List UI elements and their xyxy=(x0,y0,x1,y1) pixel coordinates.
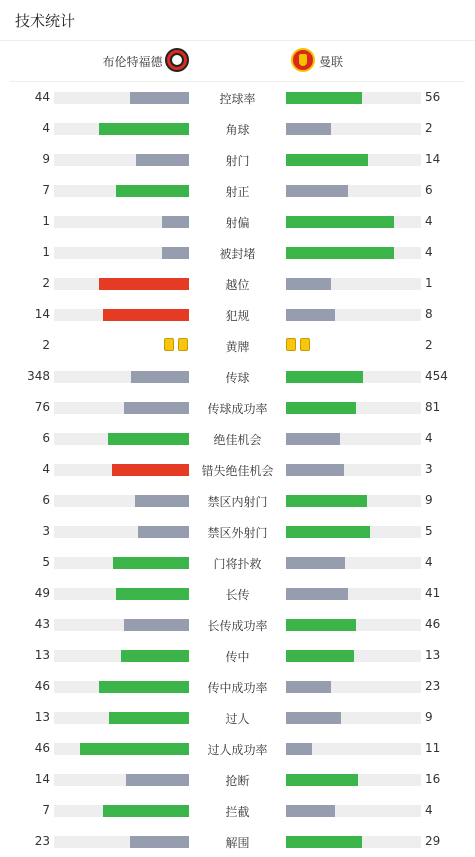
stat-row xyxy=(0,268,475,299)
away-stat-bar-fill xyxy=(286,526,370,538)
away-stat-value: 4 xyxy=(425,214,433,228)
away-stat-bar xyxy=(286,154,421,166)
stat-row xyxy=(0,82,475,113)
stat-row xyxy=(0,671,475,702)
home-stat-bar xyxy=(54,557,189,569)
home-stat-value: 1 xyxy=(42,245,50,259)
home-stat-bar-fill xyxy=(112,464,189,476)
home-stat-bar xyxy=(54,309,189,321)
home-stat-bar-fill xyxy=(162,216,189,228)
home-stat-bar xyxy=(54,371,189,383)
home-stat-bar-fill xyxy=(116,588,189,600)
away-stat-value: 23 xyxy=(425,679,441,693)
away-stat-bar xyxy=(286,836,421,848)
home-stat-bar xyxy=(54,619,189,631)
stat-row xyxy=(0,578,475,609)
stat-label: 过人 xyxy=(225,712,250,726)
stat-label: 过人成功率 xyxy=(207,743,268,757)
home-stat-bar xyxy=(54,92,189,104)
away-stat-bar xyxy=(286,588,421,600)
home-stat-bar xyxy=(54,495,189,507)
home-stat-bar-fill xyxy=(99,123,189,135)
stat-row xyxy=(0,609,475,640)
home-stat-bar-fill xyxy=(130,836,189,848)
home-stat-bar-fill xyxy=(136,154,189,166)
manchester-united-logo-icon xyxy=(291,48,315,72)
stat-label: 角球 xyxy=(225,123,250,137)
away-stat-bar-fill xyxy=(286,743,312,755)
home-stat-bar-fill xyxy=(108,433,189,445)
stat-label: 传球成功率 xyxy=(207,402,268,416)
stat-row xyxy=(0,454,475,485)
away-stat-bar xyxy=(286,464,421,476)
away-stat-bar-fill xyxy=(286,216,394,228)
stat-row xyxy=(0,206,475,237)
yellow-card-icon xyxy=(286,338,296,351)
away-stat-value: 41 xyxy=(425,586,441,600)
home-stat-value: 43 xyxy=(34,617,50,631)
away-stat-value: 4 xyxy=(425,431,433,445)
away-stat-bar-fill xyxy=(286,619,356,631)
away-stat-bar xyxy=(286,495,421,507)
home-stat-bar xyxy=(54,650,189,662)
stat-row xyxy=(0,640,475,671)
away-stat-bar-fill xyxy=(286,123,331,135)
home-stat-value: 14 xyxy=(34,307,50,321)
home-stat-bar-fill xyxy=(103,309,189,321)
away-stat-bar-fill xyxy=(286,836,362,848)
away-stat-bar xyxy=(286,712,421,724)
stat-row xyxy=(0,423,475,454)
home-stat-value: 6 xyxy=(42,431,50,445)
away-stat-bar xyxy=(286,123,421,135)
home-stat-bar-fill xyxy=(99,681,189,693)
away-stat-bar xyxy=(286,526,421,538)
away-stat-bar xyxy=(286,247,421,259)
away-stat-bar xyxy=(286,681,421,693)
stat-row xyxy=(0,392,475,423)
away-stat-value: 3 xyxy=(425,462,433,476)
stats-list xyxy=(0,82,475,857)
home-stat-bar-fill xyxy=(99,278,189,290)
home-stat-bar xyxy=(54,216,189,228)
stat-label: 绝佳机会 xyxy=(213,433,262,447)
home-stat-bar xyxy=(54,402,189,414)
home-stat-bar-fill xyxy=(130,92,189,104)
away-stat-value: 1 xyxy=(425,276,433,290)
away-stat-bar-fill xyxy=(286,371,363,383)
away-stat-bar-fill xyxy=(286,464,344,476)
away-stat-value: 2 xyxy=(425,338,433,352)
away-stat-value: 29 xyxy=(425,834,441,848)
away-stat-bar-fill xyxy=(286,185,348,197)
stat-label: 长传 xyxy=(225,588,250,602)
stat-row xyxy=(0,237,475,268)
away-stat-value: 56 xyxy=(425,90,441,104)
home-stat-bar xyxy=(54,526,189,538)
away-stat-value: 9 xyxy=(425,493,433,507)
stats-header xyxy=(0,0,475,41)
home-stat-value: 5 xyxy=(42,555,50,569)
home-stat-bar-fill xyxy=(124,619,189,631)
stat-label: 传中成功率 xyxy=(207,681,268,695)
stat-row xyxy=(0,330,475,361)
home-stat-value: 4 xyxy=(42,121,50,135)
home-stat-bar xyxy=(54,185,189,197)
home-stat-bar-fill xyxy=(113,557,189,569)
home-stat-bar xyxy=(54,588,189,600)
away-stat-bar xyxy=(286,805,421,817)
away-stat-bar-fill xyxy=(286,433,340,445)
away-stat-bar-fill xyxy=(286,309,335,321)
home-stat-value: 14 xyxy=(34,772,50,786)
stat-label: 被封堵 xyxy=(219,247,256,261)
home-stat-bar xyxy=(54,712,189,724)
away-stat-value: 8 xyxy=(425,307,433,321)
stat-label: 长传成功率 xyxy=(207,619,268,633)
home-stat-value: 7 xyxy=(42,803,50,817)
home-stat-bar-fill xyxy=(131,371,189,383)
home-stat-bar xyxy=(54,123,189,135)
home-stat-value: 49 xyxy=(34,586,50,600)
stat-label: 解围 xyxy=(225,836,250,850)
away-stat-bar-fill xyxy=(286,247,394,259)
home-stat-value: 23 xyxy=(34,834,50,848)
home-stat-bar xyxy=(54,805,189,817)
home-stat-bar-fill xyxy=(138,526,189,538)
stat-label: 门将扑救 xyxy=(213,557,262,571)
home-stat-bar xyxy=(54,247,189,259)
away-stat-value: 9 xyxy=(425,710,433,724)
stat-label: 拦截 xyxy=(225,805,250,819)
away-stat-bar xyxy=(286,557,421,569)
home-stat-bar xyxy=(54,774,189,786)
away-stat-value: 11 xyxy=(425,741,441,755)
stat-label: 错失绝佳机会 xyxy=(201,464,274,478)
away-stat-bar-fill xyxy=(286,402,356,414)
home-stat-value: 2 xyxy=(42,338,50,352)
away-yellow-cards xyxy=(286,338,310,352)
home-stat-value: 9 xyxy=(42,152,50,166)
away-stat-value: 46 xyxy=(425,617,441,631)
home-stat-value: 1 xyxy=(42,214,50,228)
home-yellow-cards xyxy=(164,338,188,352)
away-stat-value: 4 xyxy=(425,555,433,569)
stat-row xyxy=(0,299,475,330)
home-stat-bar-fill xyxy=(109,712,189,724)
away-stat-value: 2 xyxy=(425,121,433,135)
stat-row xyxy=(0,795,475,826)
home-stat-bar-fill xyxy=(135,495,189,507)
stat-label: 犯规 xyxy=(225,309,250,323)
yellow-card-icon xyxy=(300,338,310,351)
away-team-name: 曼联 xyxy=(319,55,344,69)
away-stat-bar-fill xyxy=(286,681,331,693)
away-stat-bar-fill xyxy=(286,92,362,104)
home-stat-bar xyxy=(54,743,189,755)
home-stat-bar-fill xyxy=(162,247,189,259)
home-stat-bar-fill xyxy=(103,805,189,817)
home-stat-bar-fill xyxy=(116,185,189,197)
home-stat-value: 2 xyxy=(42,276,50,290)
home-stat-value: 46 xyxy=(34,741,50,755)
away-stat-bar xyxy=(286,185,421,197)
home-stat-bar xyxy=(54,681,189,693)
away-stat-bar-fill xyxy=(286,805,335,817)
away-stat-value: 4 xyxy=(425,803,433,817)
stat-label: 射偏 xyxy=(225,216,250,230)
stat-label: 射门 xyxy=(225,154,250,168)
stat-label: 控球率 xyxy=(219,92,256,106)
away-stat-bar-fill xyxy=(286,588,348,600)
home-stat-bar xyxy=(54,154,189,166)
away-stat-bar xyxy=(286,433,421,445)
yellow-card-icon xyxy=(178,338,188,351)
away-stat-bar xyxy=(286,371,421,383)
home-stat-bar xyxy=(54,278,189,290)
away-stat-value: 16 xyxy=(425,772,441,786)
yellow-card-icon xyxy=(164,338,174,351)
away-stat-bar xyxy=(286,743,421,755)
stat-row xyxy=(0,113,475,144)
stat-row xyxy=(0,826,475,857)
away-stat-bar-fill xyxy=(286,774,358,786)
home-stat-value: 6 xyxy=(42,493,50,507)
away-stat-value: 14 xyxy=(425,152,441,166)
home-stat-value: 13 xyxy=(34,710,50,724)
away-stat-value: 13 xyxy=(425,648,441,662)
stat-label: 传球 xyxy=(225,371,250,385)
away-stat-value: 4 xyxy=(425,245,433,259)
away-stat-value: 6 xyxy=(425,183,433,197)
home-stat-bar-fill xyxy=(126,774,189,786)
stat-row xyxy=(0,361,475,392)
home-stat-value: 3 xyxy=(42,524,50,538)
stat-label: 黄牌 xyxy=(225,340,250,354)
home-stat-value: 13 xyxy=(34,648,50,662)
stat-row xyxy=(0,547,475,578)
home-team-name: 布伦特福德 xyxy=(102,55,163,69)
stat-row xyxy=(0,733,475,764)
away-stat-bar xyxy=(286,619,421,631)
stat-label: 禁区外射门 xyxy=(207,526,268,540)
away-stat-bar-fill xyxy=(286,712,341,724)
stat-row xyxy=(0,144,475,175)
away-stat-value: 5 xyxy=(425,524,433,538)
home-stat-bar xyxy=(54,433,189,445)
away-stat-bar xyxy=(286,309,421,321)
home-stat-bar-fill xyxy=(124,402,189,414)
home-stat-bar xyxy=(54,464,189,476)
stat-row xyxy=(0,485,475,516)
home-stat-bar-fill xyxy=(80,743,189,755)
stat-label: 越位 xyxy=(225,278,250,292)
stat-label: 传中 xyxy=(225,650,250,664)
home-stat-value: 348 xyxy=(27,369,50,383)
stat-row xyxy=(0,764,475,795)
stat-row xyxy=(0,175,475,206)
stat-row xyxy=(0,702,475,733)
stat-label: 抢断 xyxy=(225,774,250,788)
away-stat-bar xyxy=(286,774,421,786)
brentford-logo-icon xyxy=(165,48,189,72)
home-stat-value: 4 xyxy=(42,462,50,476)
away-stat-bar-fill xyxy=(286,557,345,569)
away-stat-bar-fill xyxy=(286,278,331,290)
away-stat-bar xyxy=(286,216,421,228)
home-stat-value: 76 xyxy=(34,400,50,414)
away-stat-value: 81 xyxy=(425,400,441,414)
page-title: 技术统计 xyxy=(15,12,76,30)
away-stat-bar xyxy=(286,92,421,104)
stat-label: 射正 xyxy=(225,185,250,199)
home-stat-value: 44 xyxy=(34,90,50,104)
away-stat-bar xyxy=(286,402,421,414)
home-stat-value: 7 xyxy=(42,183,50,197)
away-stat-bar xyxy=(286,650,421,662)
away-stat-bar-fill xyxy=(286,495,367,507)
away-stat-bar xyxy=(286,278,421,290)
away-stat-bar-fill xyxy=(286,154,368,166)
stat-label: 禁区内射门 xyxy=(207,495,268,509)
away-stat-bar-fill xyxy=(286,650,354,662)
home-stat-bar xyxy=(54,836,189,848)
stat-row xyxy=(0,516,475,547)
home-stat-bar-fill xyxy=(121,650,189,662)
teams-row xyxy=(10,41,465,82)
away-stat-value: 454 xyxy=(425,369,448,383)
home-stat-value: 46 xyxy=(34,679,50,693)
